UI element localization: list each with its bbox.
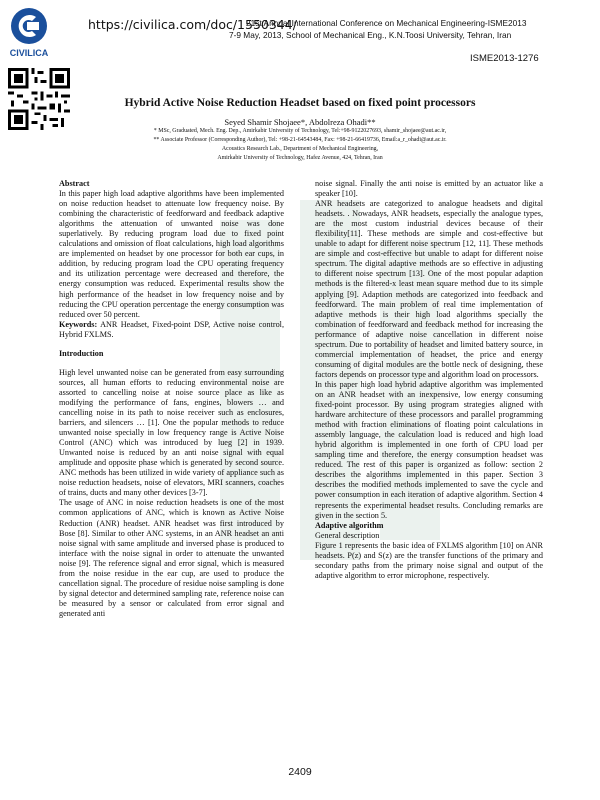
body-paragraph-3: In this paper high load hybrid adaptive algorithm was implemented on an ANR headset with an inexpensive, low energy consuming fixed-point processor. By using program strategies aligned with hardware architecture of these processors and parallel programming method with fraction eliminations of floating point calculations in assembly language, the calculation load is reduced and high load hybrid algorithm is implemented in one forth of CPU load per sampling time and therefore, the energy consumption headset was reduced. The rest of this paper is organized as follow: section 2 describes the algorithms implemented in this paper. Section 3 describes the modified methods implemented to save the cycle and power consumption in each iteration of adaptive algorithm. Section 4 represents the experimental headset results. Concluding remarks are given in the section 5. xyxy=(315,379,543,520)
right-column xyxy=(315,179,543,581)
abstract-heading: Abstract xyxy=(59,179,90,188)
conference-line-1: 21st Annual International Conference on Mechanical Engineering-ISME2013 xyxy=(246,18,527,28)
keywords-label: Keywords: xyxy=(59,319,98,329)
paper-title: Hybrid Active Noise Reduction Headset based on fixed point processors xyxy=(124,97,476,109)
body-paragraph-1: noise signal. Finally the anti noise is emitted by an actuator like a speaker [10]. xyxy=(315,179,543,199)
civilica-logo[interactable] xyxy=(6,6,52,60)
document-url-link[interactable]: https://civilica.com/doc/1550344/ xyxy=(88,17,297,32)
body-paragraph-4: Figure 1 represents the basic idea of FXLMS algorithm [10] on ANR headsets. P(z) and S(z) are the transfer functions of the primary and secondary paths from the primary noise signal and output of the adaptive algorithm to error microphone, respectively. xyxy=(315,540,543,580)
affiliation-line: Acoustics Research Lab., Department of Mechanical Engineering, xyxy=(221,146,379,152)
left-column xyxy=(59,179,284,619)
paper-authors: Seyed Shamir Shojaee*, Abdolreza Ohadi** xyxy=(224,117,376,127)
affiliation-line: * MSc, Graduated, Mech. Eng. Dep., Amirkabir University of Technology, Tel:+98-9122027693, shamir_shojaee@aut.ac.ir, xyxy=(153,128,447,134)
conference-line-2: 7-9 May, 2013, School of Mechanical Eng., K.N.Toosi University, Tehran, Iran xyxy=(229,30,512,40)
subsection-heading-general-description: General description xyxy=(315,530,380,540)
affiliation-line: Amirkabir University of Technology, Hafez Avenue, 424, Tehran, Iran xyxy=(217,155,383,161)
page-number: 2409 xyxy=(288,766,312,778)
intro-paragraph-1: High level unwanted noise can be generated from easy surrounding sources, all human efforts to reducing environmental noise are assorted to cancelling noise at noise source place as like as modifying the performance of fans, engines, blowers … and cancelling noise in its path to noise receiver such as enclosures, barriers, and silencers … [1]. One the popular methods to reduce unwanted noise specially in low frequency range is Active Noise Control (ANC) which was introduced by lueg [2] in 1939. Unwanted noise is reduced by an anti noise signal with equal amplitude and opposite phase which is generated by second source. ANC methods has been utilized in wide variety of appliance such as noise reduction headsets, noise of elevators, MRI scanners, coaches of trains, ducts and many other devices [3-7]. xyxy=(59,367,284,498)
introduction-heading: Introduction xyxy=(59,348,104,358)
intro-paragraph-2: The usage of ANC in noise reduction headsets is one of the most common applications of ANC, which is known as Active Noise Reduction (ANR) headset. ANR headset was first introduced by Bose [8]. Similar to other ANC systems, in an ANR headset an anti noise signal with same amplitude and inversed phase is produced to interface with the noise signal in order to attenuate the unwanted noise [9]. The reference signal and error signal, which is measured from the noise residue in the ear cup, are used to produce the cancellation signal. The procedure of residue noise sampling is done by signal detector and determined sampling rate, reference noise can be measured by a sensor or calculated from error signal and generated anti xyxy=(59,498,284,618)
paper-id: ISME2013-1276 xyxy=(470,53,539,64)
keywords xyxy=(59,320,284,340)
abstract-text: In this paper high load adaptive algorithms have been implemented on noise reduction headset to attenuate low frequency noise. By combining the characteristic of feedforward and feedback adaptive algorithms the attenuation of unwanted noise was done superlatively. By reducing program load due to fixed point calculations and omission of float calculations, high load algorithms are implemented on headset by one processor for both ear cups, in addition, by reducing program load the CPU operating frequency and its utilization percentage were decreased and therefore, the energy consumption was reduced. Experimental results show the high performance of the headset in low frequency noise and by reducing the CPU operation percentage the energy consumption was reduced over 50 percent. xyxy=(59,189,284,319)
logo-text: CIVILICA xyxy=(9,48,49,58)
section-heading-adaptive-algorithm: Adaptive algorithm xyxy=(315,520,384,530)
affiliation-line: ** Associate Professor (Corresponding Author), Tel: +98-21-64543484, Fax: +98-21-66419736, Email:a_r_ohadi@aut.ac.ir. xyxy=(153,137,447,143)
body-paragraph-2: ANR headsets are categorized to analogue headsets and digital headsets. . Nowadays, ANR headsets, especially the analogue types, are the most custom industrial devices because of their flexibility[11]. These methods are simple and cost-effective but unable to adapt for different noise spectrum [12, 11]. These methods are simple and cost-effective but unable to adapt for different noise spectrum. The digital adaptive methods are so effective in adjusting to different noise spectrum [13]. One of the most popular adaption methods is the filtered-x least mean square method due to its simple applying [9]. Adaption methods are categorized into feedback and feedforward. The main problem of real time implementation of adaptive methods is their high load algorithms specially the combination of feedforward and feedback method for increasing the performance of adaptive noise cancellation in different noise spectrum. Due to portability of headset and limited battery source, in commercial implementation of headset, the price and energy consuming of digital modules are the bottle neck of designing, these factors depends on processor type and algorithm load on processors. xyxy=(315,199,543,379)
keywords-text: ANR Headset, Fixed-point DSP, Active noise control, Hybrid FXLMS. xyxy=(59,319,284,339)
